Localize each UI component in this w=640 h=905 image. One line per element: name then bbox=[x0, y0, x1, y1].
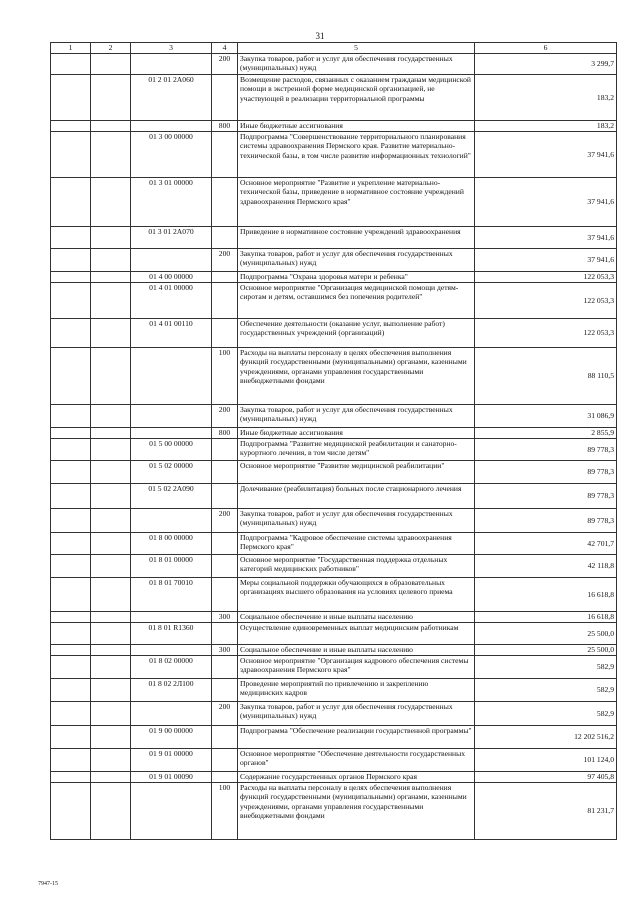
col1-cell bbox=[51, 533, 91, 555]
table-row bbox=[51, 578, 617, 612]
col2-cell bbox=[91, 461, 131, 484]
type-code-cell: 800 bbox=[212, 121, 238, 132]
amount-cell: 88 110,5 bbox=[475, 348, 617, 405]
amount-cell: 37 941,6 bbox=[475, 132, 617, 178]
col1-cell bbox=[51, 428, 91, 439]
description-cell: Обеспечение деятельности (оказание услуг, выполнение работ) государственных учреждений (организаций) bbox=[238, 319, 475, 348]
code-cell bbox=[131, 783, 212, 840]
table-body bbox=[51, 54, 617, 840]
amount-cell: 97 405,8 bbox=[475, 772, 617, 783]
description-cell: Иные бюджетные ассигнования bbox=[238, 121, 475, 132]
code-cell: 01 4 01 00110 bbox=[131, 319, 212, 348]
col2-cell bbox=[91, 578, 131, 612]
col2-cell bbox=[91, 75, 131, 121]
amount-cell: 183,2 bbox=[475, 75, 617, 121]
col1-cell bbox=[51, 726, 91, 749]
table-row bbox=[51, 623, 617, 645]
col2-cell bbox=[91, 54, 131, 75]
col2-cell bbox=[91, 484, 131, 509]
col1-cell bbox=[51, 348, 91, 405]
type-code-cell bbox=[212, 319, 238, 348]
code-cell: 01 9 01 00090 bbox=[131, 772, 212, 783]
amount-cell: 122 053,3 bbox=[475, 283, 617, 319]
type-code-cell bbox=[212, 484, 238, 509]
code-cell bbox=[131, 612, 212, 623]
table-row bbox=[51, 679, 617, 702]
table-row bbox=[51, 509, 617, 533]
type-code-cell: 800 bbox=[212, 428, 238, 439]
table-row bbox=[51, 249, 617, 272]
footer-code: 7947-15 bbox=[38, 881, 58, 887]
description-cell: Проведение мероприятий по привлечению и закреплению медицинских кадров bbox=[238, 679, 475, 702]
header-col-5: 5 bbox=[238, 43, 475, 54]
code-cell bbox=[131, 54, 212, 75]
col2-cell bbox=[91, 679, 131, 702]
table-row bbox=[51, 348, 617, 405]
amount-cell: 122 053,3 bbox=[475, 319, 617, 348]
code-cell: 01 8 00 00000 bbox=[131, 533, 212, 555]
code-cell: 01 8 01 R1360 bbox=[131, 623, 212, 645]
description-cell: Подпрограмма "Развитие медицинской реабилитации и санаторно-курортного лечения, в том числе детям" bbox=[238, 439, 475, 461]
amount-cell: 183,2 bbox=[475, 121, 617, 132]
amount-cell: 42 118,8 bbox=[475, 555, 617, 578]
type-code-cell bbox=[212, 726, 238, 749]
type-code-cell bbox=[212, 679, 238, 702]
table-row bbox=[51, 555, 617, 578]
col1-cell bbox=[51, 749, 91, 772]
amount-cell: 81 231,7 bbox=[475, 783, 617, 840]
col1-cell bbox=[51, 439, 91, 461]
col1-cell bbox=[51, 461, 91, 484]
table-row bbox=[51, 656, 617, 679]
type-code-cell: 100 bbox=[212, 783, 238, 840]
col2-cell bbox=[91, 509, 131, 533]
col2-cell bbox=[91, 348, 131, 405]
col2-cell bbox=[91, 283, 131, 319]
amount-cell: 582,9 bbox=[475, 656, 617, 679]
description-cell: Основное мероприятие "Обеспечение деятельности государственных органов" bbox=[238, 749, 475, 772]
type-code-cell bbox=[212, 555, 238, 578]
col2-cell bbox=[91, 272, 131, 283]
code-cell bbox=[131, 348, 212, 405]
table-row bbox=[51, 272, 617, 283]
code-cell bbox=[131, 121, 212, 132]
col1-cell bbox=[51, 484, 91, 509]
table-row bbox=[51, 612, 617, 623]
col2-cell bbox=[91, 121, 131, 132]
col1-cell bbox=[51, 656, 91, 679]
code-cell: 01 5 02 00000 bbox=[131, 461, 212, 484]
type-code-cell: 200 bbox=[212, 509, 238, 533]
description-cell: Подпрограмма "Совершенствование территориального планирования системы здравоохранения Пермского края. Развитие материально-технической базы, в том числе развитие информационных технологий" bbox=[238, 132, 475, 178]
col1-cell bbox=[51, 75, 91, 121]
amount-cell: 89 778,3 bbox=[475, 461, 617, 484]
type-code-cell bbox=[212, 772, 238, 783]
col2-cell bbox=[91, 555, 131, 578]
type-code-cell bbox=[212, 439, 238, 461]
table-row bbox=[51, 428, 617, 439]
header-col-2: 2 bbox=[91, 43, 131, 54]
code-cell: 01 3 01 2А070 bbox=[131, 227, 212, 249]
amount-cell: 37 941,6 bbox=[475, 227, 617, 249]
type-code-cell bbox=[212, 461, 238, 484]
amount-cell: 31 086,9 bbox=[475, 405, 617, 428]
table-row bbox=[51, 749, 617, 772]
type-code-cell bbox=[212, 272, 238, 283]
description-cell: Содержание государственных органов Пермского края bbox=[238, 772, 475, 783]
code-cell: 01 5 02 2А090 bbox=[131, 484, 212, 509]
amount-cell: 16 618,8 bbox=[475, 612, 617, 623]
table-row bbox=[51, 772, 617, 783]
col2-cell bbox=[91, 178, 131, 227]
col1-cell bbox=[51, 578, 91, 612]
code-cell bbox=[131, 645, 212, 656]
code-cell bbox=[131, 428, 212, 439]
col1-cell bbox=[51, 405, 91, 428]
type-code-cell bbox=[212, 656, 238, 679]
amount-cell: 42 701,7 bbox=[475, 533, 617, 555]
table-row bbox=[51, 283, 617, 319]
description-cell: Основное мероприятие "Государственная поддержка отдельных категорий медицинских работников" bbox=[238, 555, 475, 578]
amount-cell: 122 053,3 bbox=[475, 272, 617, 283]
table-row bbox=[51, 405, 617, 428]
header-col-4: 4 bbox=[212, 43, 238, 54]
type-code-cell bbox=[212, 75, 238, 121]
table-row bbox=[51, 484, 617, 509]
type-code-cell: 300 bbox=[212, 645, 238, 656]
type-code-cell: 200 bbox=[212, 405, 238, 428]
col1-cell bbox=[51, 249, 91, 272]
code-cell bbox=[131, 509, 212, 533]
type-code-cell: 200 bbox=[212, 54, 238, 75]
col1-cell bbox=[51, 702, 91, 726]
table-row bbox=[51, 54, 617, 75]
col2-cell bbox=[91, 405, 131, 428]
table-row bbox=[51, 319, 617, 348]
code-cell: 01 3 00 00000 bbox=[131, 132, 212, 178]
amount-cell: 2 855,9 bbox=[475, 428, 617, 439]
col1-cell bbox=[51, 178, 91, 227]
description-cell: Подпрограмма "Охрана здоровья матери и ребенка" bbox=[238, 272, 475, 283]
table-row bbox=[51, 461, 617, 484]
amount-cell: 89 778,3 bbox=[475, 439, 617, 461]
code-cell bbox=[131, 249, 212, 272]
col1-cell bbox=[51, 679, 91, 702]
description-cell: Долечивание (реабилитация) больных после стационарного лечения bbox=[238, 484, 475, 509]
description-cell: Закупка товаров, работ и услуг для обеспечения государственных (муниципальных) нужд bbox=[238, 702, 475, 726]
col2-cell bbox=[91, 227, 131, 249]
col2-cell bbox=[91, 533, 131, 555]
code-cell: 01 4 01 00000 bbox=[131, 283, 212, 319]
amount-cell: 16 618,8 bbox=[475, 578, 617, 612]
code-cell: 01 8 01 70010 bbox=[131, 578, 212, 612]
col1-cell bbox=[51, 509, 91, 533]
amount-cell: 89 778,3 bbox=[475, 484, 617, 509]
description-cell: Основное мероприятие "Организация кадрового обеспечения системы здравоохранения Пермского края" bbox=[238, 656, 475, 679]
description-cell: Социальное обеспечение и иные выплаты населению bbox=[238, 645, 475, 656]
col1-cell bbox=[51, 283, 91, 319]
col2-cell bbox=[91, 249, 131, 272]
table-row bbox=[51, 75, 617, 121]
description-cell: Меры социальной поддержки обучающихся в образовательных организациях высшего образования на условиях целевого приема bbox=[238, 578, 475, 612]
col2-cell bbox=[91, 656, 131, 679]
description-cell: Закупка товаров, работ и услуг для обеспечения государственных (муниципальных) нужд bbox=[238, 54, 475, 75]
type-code-cell bbox=[212, 749, 238, 772]
table-row bbox=[51, 227, 617, 249]
col1-cell bbox=[51, 623, 91, 645]
header-col-1: 1 bbox=[51, 43, 91, 54]
code-cell bbox=[131, 405, 212, 428]
description-cell: Расходы на выплаты персоналу в целях обеспечения выполнения функций государственными (муниципальными) органами, казенными учреждениями, органами управления государственными внебюджетными фондами bbox=[238, 783, 475, 840]
col1-cell bbox=[51, 645, 91, 656]
col2-cell bbox=[91, 612, 131, 623]
header-col-3: 3 bbox=[131, 43, 212, 54]
budget-table bbox=[50, 42, 617, 840]
col1-cell bbox=[51, 612, 91, 623]
header-col-6: 6 bbox=[475, 43, 617, 54]
amount-cell: 25 500,0 bbox=[475, 623, 617, 645]
amount-cell: 37 941,6 bbox=[475, 178, 617, 227]
amount-cell: 3 299,7 bbox=[475, 54, 617, 75]
description-cell: Основное мероприятие "Организация медицинской помощи детям-сиротам и детям, оставшимся без попечения родителей" bbox=[238, 283, 475, 319]
col1-cell bbox=[51, 783, 91, 840]
description-cell: Осуществление единовременных выплат медицинским работникам bbox=[238, 623, 475, 645]
col2-cell bbox=[91, 439, 131, 461]
table-row bbox=[51, 178, 617, 227]
type-code-cell bbox=[212, 132, 238, 178]
code-cell: 01 8 01 00000 bbox=[131, 555, 212, 578]
code-cell: 01 8 02 00000 bbox=[131, 656, 212, 679]
table-row bbox=[51, 132, 617, 178]
code-cell: 01 9 00 00000 bbox=[131, 726, 212, 749]
description-cell: Подпрограмма "Кадровое обеспечение системы здравоохранения Пермского края" bbox=[238, 533, 475, 555]
type-code-cell bbox=[212, 227, 238, 249]
type-code-cell: 200 bbox=[212, 702, 238, 726]
description-cell: Основное мероприятие "Развитие и укрепление материально-технической базы, приведение в нормативное состояние учреждений здравоохранения Пермского края" bbox=[238, 178, 475, 227]
table-header-row bbox=[51, 43, 617, 54]
type-code-cell bbox=[212, 178, 238, 227]
description-cell: Расходы на выплаты персоналу в целях обеспечения выполнения функций государственными (муниципальными) органами, казенными учреждениями, органами управления государственными внебюджетными фондами bbox=[238, 348, 475, 405]
code-cell: 01 8 02 2Л100 bbox=[131, 679, 212, 702]
table-row bbox=[51, 645, 617, 656]
amount-cell: 25 500,0 bbox=[475, 645, 617, 656]
col2-cell bbox=[91, 749, 131, 772]
type-code-cell: 200 bbox=[212, 249, 238, 272]
code-cell: 01 4 00 00000 bbox=[131, 272, 212, 283]
code-cell: 01 5 00 00000 bbox=[131, 439, 212, 461]
amount-cell: 582,9 bbox=[475, 679, 617, 702]
col1-cell bbox=[51, 772, 91, 783]
col2-cell bbox=[91, 428, 131, 439]
type-code-cell bbox=[212, 623, 238, 645]
col2-cell bbox=[91, 726, 131, 749]
page-number: 31 bbox=[315, 31, 325, 41]
table-row bbox=[51, 533, 617, 555]
description-cell: Возмещение расходов, связанных с оказанием гражданам медицинской помощи в экстренной форме медицинской организацией, не участвующей в реализации территориальной программы bbox=[238, 75, 475, 121]
col2-cell bbox=[91, 645, 131, 656]
type-code-cell: 300 bbox=[212, 612, 238, 623]
type-code-cell bbox=[212, 578, 238, 612]
description-cell: Закупка товаров, работ и услуг для обеспечения государственных (муниципальных) нужд bbox=[238, 405, 475, 428]
table-row bbox=[51, 783, 617, 840]
col2-cell bbox=[91, 319, 131, 348]
amount-cell: 37 941,6 bbox=[475, 249, 617, 272]
col1-cell bbox=[51, 132, 91, 178]
col2-cell bbox=[91, 702, 131, 726]
table-row bbox=[51, 439, 617, 461]
description-cell: Приведение в нормативное состояние учреждений здравоохранения bbox=[238, 227, 475, 249]
amount-cell: 582,9 bbox=[475, 702, 617, 726]
type-code-cell bbox=[212, 533, 238, 555]
col1-cell bbox=[51, 227, 91, 249]
description-cell: Подпрограмма "Обеспечение реализации государственной программы" bbox=[238, 726, 475, 749]
code-cell: 01 3 01 00000 bbox=[131, 178, 212, 227]
col1-cell bbox=[51, 319, 91, 348]
type-code-cell bbox=[212, 283, 238, 319]
description-cell: Иные бюджетные ассигнования bbox=[238, 428, 475, 439]
table-row bbox=[51, 702, 617, 726]
amount-cell: 101 124,0 bbox=[475, 749, 617, 772]
description-cell: Основное мероприятие "Развитие медицинской реабилитации" bbox=[238, 461, 475, 484]
code-cell bbox=[131, 702, 212, 726]
col2-cell bbox=[91, 132, 131, 178]
amount-cell: 12 202 516,2 bbox=[475, 726, 617, 749]
description-cell: Закупка товаров, работ и услуг для обеспечения государственных (муниципальных) нужд bbox=[238, 509, 475, 533]
description-cell: Закупка товаров, работ и услуг для обеспечения государственных (муниципальных) нужд bbox=[238, 249, 475, 272]
col1-cell bbox=[51, 121, 91, 132]
col2-cell bbox=[91, 623, 131, 645]
amount-cell: 89 778,3 bbox=[475, 509, 617, 533]
code-cell: 01 9 01 00000 bbox=[131, 749, 212, 772]
col1-cell bbox=[51, 54, 91, 75]
col2-cell bbox=[91, 783, 131, 840]
col1-cell bbox=[51, 555, 91, 578]
type-code-cell: 100 bbox=[212, 348, 238, 405]
table-row bbox=[51, 726, 617, 749]
table-row bbox=[51, 121, 617, 132]
col2-cell bbox=[91, 772, 131, 783]
code-cell: 01 2 01 2А060 bbox=[131, 75, 212, 121]
col1-cell bbox=[51, 272, 91, 283]
description-cell: Социальное обеспечение и иные выплаты населению bbox=[238, 612, 475, 623]
